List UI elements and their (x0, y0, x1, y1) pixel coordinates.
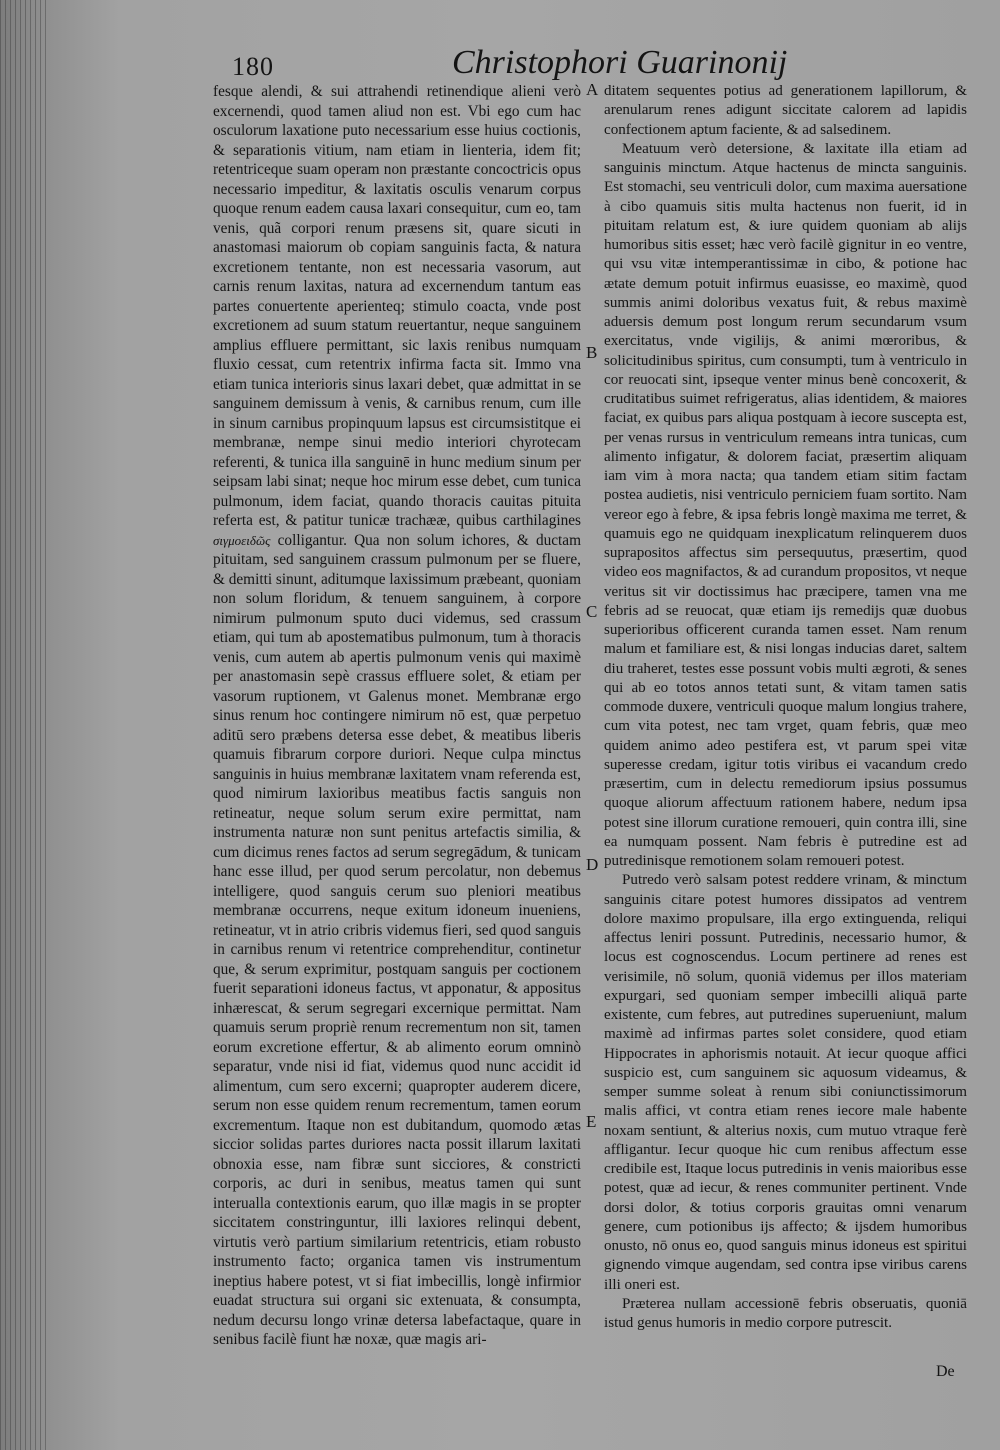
running-head: Christophori Guarinonij (452, 44, 788, 81)
right-paragraph-1: ditatem sequentes potius ad generationem lapillorum, & arenularum renes adigunt siccitate calorem ad lapidis confectionem aptum faciente, & ad salsedinem. (604, 83, 967, 138)
right-paragraph-4: Præterea nullam accessionē febris obseruatis, quoniā istud genus humoris in medio corpore putrescit. (604, 1295, 967, 1331)
binding-gutter (0, 0, 46, 1450)
left-text-part-2: colligantur. Qua non solum ichores, & ductam pituitam, sed sanguinem crassum pulmonum per se fluere, & demitti sinunt, aditumque laxissimum præbeant, quoniam non solum floridum, & tenuem sanguinem, à corpore nimirum pulmonum sputo duci videmus, sed crassum etiam, qui tum ab apostematibus pulmonum, tum à thoracis venis, cum autem ab apertis pulmonum venis qui maximè per anastomasin sepè crassus effluere solet, & etiam per vasorum ruptionem, vt Galenus monet. Membranæ ergo sinus renum hoc contingere nimirum nō est, quæ perpetuo aditū sero præbens detersa esse debet, & meatibus liberis quamuis fibrarum corpore duriori. Neque culpa minctus sanguinis in huius membranæ laxitatem vnam referenda est, quod nimirum laxioribus meatibus factis sanguis non retineatur, neque solum serum exire permittat, nam instrumenta naturæ non sunt penitus artefactis similia, & cum dicimus renes factos ad serum segregādum, & tunicam hanc esse illud, per quod serum percolatur, non debemus intelligere, quod sanguis cerum suo pleniori meatibus membranæ occurrens, neque exitum idoneum inueniens, retineatur, vt in atrio cribris videmus fieri, sed quod sanguis in carnibus renum vi retentrice comprehenditur, continetur que, & serum exprimitur, postquam sanguis per coctionem fuerit separationi idoneus factus, vt apponatur, & appositus inhærescat, & serum segregari excernique permittat. Nam quamuis serum propriè renum recrementum non sit, tamen eorum excretione effertur, & ab alimento eorum omninò separatur, vnde nisi id fiat, videmus quod nunc accidit id alimentum, cum sero excerni; quapropter auderem dicere, serum non esse quidem renum recrementum, tamen eorum excrementum. Itaque non est dubitandum, quomodo ætas siccior solidas partes duriores nacta possit illarum laxitati obnoxia esse, nam fibræ sunt sicciores, & constricti corporis, ac duri in senibus, meatus tamen qui sunt interualla contextionis earum, quo illæ magis in se propter siccitatem constringuntur, illi laxiores relinqui debent, virtutis verò partium similarium retentricis, etiam robusto instrumento facto; organica tamen vis instrumentum ineptius habere potest, vt si fiat imbecillis, longè infirmior euadat structura sui organi sic extenuata, & consumpta, nedum decursu longo vrinæ detersa labefactaque, quare in senibus facilè fiunt hæ noxæ, quæ magis ari- (213, 531, 581, 1348)
margin-marker-b: B (586, 343, 598, 362)
right-column (604, 82, 967, 1333)
page-number: 180 (232, 52, 274, 81)
margin-marker-c: C (586, 602, 598, 621)
right-paragraph-3: Putredo verò salsam potest reddere vrinam, & minctum sanguinis citare potest humores dissipatos ad ventrem dolore maximo propulsare, illa ergo extinguenda, reliqui affectus leniri possunt. Putredinis, necessario humor, & locus est cognoscendus. Locum pertinere ad renes est verisimile, nō solum, quoniā videmus per illos materiam expurgari, sed quoniam semper imbecilli aliquā parte existente, cum febres, aut putredines superueniunt, malum maximè ad infirmas partes solet considere, quod etiam Hippocrates in aphorismis notauit. At iecur quoque affici suspicio est, cum sanguinem sic aquosum videamus, & semper summe soleat à renum sibi coniunctissimorum malis affici, vt contra etiam renes iecore male habente noxam sentiunt, & alterius noxis, cum mutuo vtraque ferè affligantur. Iecur quoque hic cum renibus affectum esse credibile est, Itaque locus putredinis in venis maioribus esse potest, quæ ad iecur, & renes communiter pertinent. Vnde dorsi dolor, & totius corporis grauitas omni venarum genere, cum potionibus ijs affecto; & ijsdem humoribus onusto, nō onus eo, quod sanguis minus idoneus est spiritui gignendo vimque augendam, sed contra ipse viribus carens illi oneri est. (604, 872, 967, 1293)
greek-word: σιγμοειδῶς (213, 532, 271, 548)
left-text-part-1: fesque alendi, & sui attrahendi retinendique alieni verò excernendi, quod tamen aliud non est. Vbi ego cum hac osculorum laxatione puto necessarium esse huius coctionis, & separationis vitium, nam etiam in lienteria, idem fit; retentriceque suam operam non præstante concoctricis opus necessario impeditur, & laxitatis osculis venarum corpus quoque renum eadem causa laxari consequitur, cum eo, tam venis, quã corpori renum præsens sit, quare sicuti in anastomasi maiorum ob copiam sanguinis facta, & natura excretionem tentante, non est necessaria vasorum, aut carnis renum laxitas, natura ad excernendum tantum eas partes conuertente aperienteq; stimulo coacta, vnde post excretionem ad suum statum reuertantur, neque sanguinem amplius effluere permittant, sic laxis renibus numquam fluxio cessat, cum retentrix infirma facta sit. Immo vna etiam tunica interioris sinus laxari debet, quæ admittat in se sanguinem demissum à venis, & carnibus renum, cum ille in sinum carnibus propinquum lapsus est circumsistitque ei membranæ, nempe sinui medio interiori chyrotecam referenti, & tunica illa sanguinē in hunc medium sinum per seipsam labi sinat; neque hoc mirum esse debet, cum tunica pulmonum, idem faciat, quando thoracis cauitas pituita referta est, & patitur tunicæ trachææ, quibus carthilagines (213, 83, 581, 529)
right-paragraph-2: Meatuum verò detersione, & laxitate illa etiam ad sanguinis minctum. Atque hactenus de mincta sanguinis. Est stomachi, seu ventriculi dolor, cum maxima auersatione à cibo quamuis sitis multa hactenus non fuerit, id in pituitam relatum est, & iure quidem quoniam ab alijs humoribus sitis esset; hæc verò facilè gignitur in eo ventre, qui vsu vitæ intemperantissimæ in cibo, & potione hac ætate demum potuit infirmus euasisse, eo maximè, quod summis animi doloribus vexatus fuit, & rebus maximè aduersis demum post longum rerum secundarum vsum exercitatus, vnde vigilijs, & animi mœroribus, & solicitudinibus spiritus, cum consumpti, tum à ventriculo in cor reuocati sint, ipseque venter minus benè concoxerit, & cruditatibus suimet refrigeratus, alias identidem, & maiores faciat, ex quibus pars aliqua postquam à iecore suscepta est, per venas rursus in ventriculum remeans intra tunicas, cum alimento infigatur, & dolorem faciat, præsertim aliquam iam vim à mora nacta; qua tandem etiam sitim factam postea audietis, nisi ventriculo perniciem fuam sortito. Nam vereor ego à febre, & ipsa febris longè maxima me terret, & quamuis ego ne quidquam inexplicatum relinquerem duos suprapositos affectus sim persequutus, præsertim, quod video eos magnifactos, & ad curandum propositos, vt neque veritus sit vir doctissimus hac præcipere, tamen vna me febris ad se reuocat, quæ etiam ijs remedijs quæ duobus superioribus officerent curanda tamen esset. Nam renum malum et familiare est, & nisi longas inducias daret, saltem diu traheret, testes esse possunt vobis multi ægroti, & senes qui ab eo totos annos tetati sunt, & vitam tamen satis commode duxere, ventriculi quoque malum longius trahere, cum vita potest, nec tam vrget, quam febris, quæ meo quidem animo adeo pestifera est, vt parum spei vitæ superesse credam, igitur totis viribus ei vacandum credo præsertim, cum in delectu remediorum ipsius possumus quoque aliorum affectuum rationem habere, nedum ipsa potest sine illorum curatione remoueri, quin contra illi, sine ea numquam possent. Nam febris è putredine est ad putredinisque remotionem solam remoueri potest. (604, 140, 967, 869)
catchword: De (936, 1363, 955, 1380)
left-column (213, 82, 581, 1350)
left-paragraph (213, 82, 581, 1350)
margin-marker-a: A (586, 80, 599, 99)
margin-marker-d: D (586, 855, 599, 874)
margin-marker-e: E (586, 1112, 597, 1131)
